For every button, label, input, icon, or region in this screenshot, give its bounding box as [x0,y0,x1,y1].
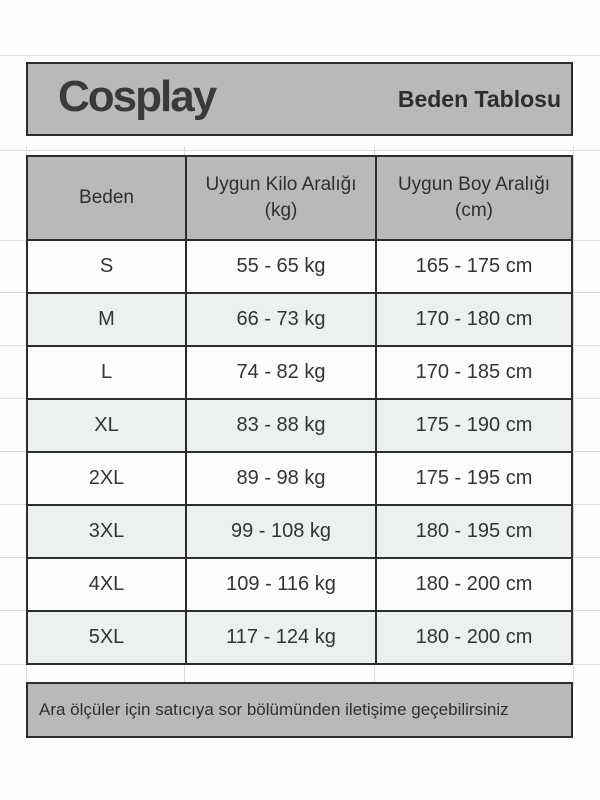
column-header-size [28,157,185,239]
column-header-label: Uygun Kilo Aralığı [205,174,357,196]
brand-header-bar [26,62,573,136]
table-cell-size: 2XL [28,453,185,504]
table-cell-size: XL [28,400,185,451]
brand-logo: Cosplay [58,72,216,121]
column-header-label: Uygun Boy Aralığı [397,174,551,196]
table-cell-size: 5XL [28,612,185,663]
table-cell-weight: 55 - 65 kg [187,241,375,292]
column-header-height [377,157,571,239]
table-cell-height: 180 - 195 cm [377,506,571,557]
size-table [26,155,573,665]
page-title: Beden Tablosu [397,85,561,112]
column-header-label: Beden [79,187,134,209]
table-cell-height: 180 - 200 cm [377,612,571,663]
table-cell-weight: 66 - 73 kg [187,294,375,345]
table-cell-weight: 109 - 116 kg [187,559,375,610]
table-cell-size: M [28,294,185,345]
table-cell-weight: 74 - 82 kg [187,347,375,398]
table-cell-height: 170 - 180 cm [377,294,571,345]
table-cell-height: 170 - 185 cm [377,347,571,398]
table-cell-weight: 99 - 108 kg [187,506,375,557]
table-cell-height: 175 - 195 cm [377,453,571,504]
guide-line-horizontal [0,150,600,151]
table-cell-height: 165 - 175 cm [377,241,571,292]
guide-line-vertical [573,146,574,686]
guide-line-horizontal [0,55,600,56]
footer-note-text: Ara ölçüler için satıcıya sor bölümünden iletişime geçebilirsiniz [39,700,509,719]
column-header-unit: (cm) [455,200,493,221]
table-cell-size: 4XL [28,559,185,610]
table-cell-size: L [28,347,185,398]
footer-note-bar [26,682,573,738]
table-cell-weight: 83 - 88 kg [187,400,375,451]
table-cell-size: S [28,241,185,292]
table-cell-height: 180 - 200 cm [377,559,571,610]
table-cell-weight: 117 - 124 kg [187,612,375,663]
column-header-unit: (kg) [264,200,298,221]
table-cell-weight: 89 - 98 kg [187,453,375,504]
column-header-weight [187,157,375,239]
table-cell-height: 175 - 190 cm [377,400,571,451]
table-cell-size: 3XL [28,506,185,557]
